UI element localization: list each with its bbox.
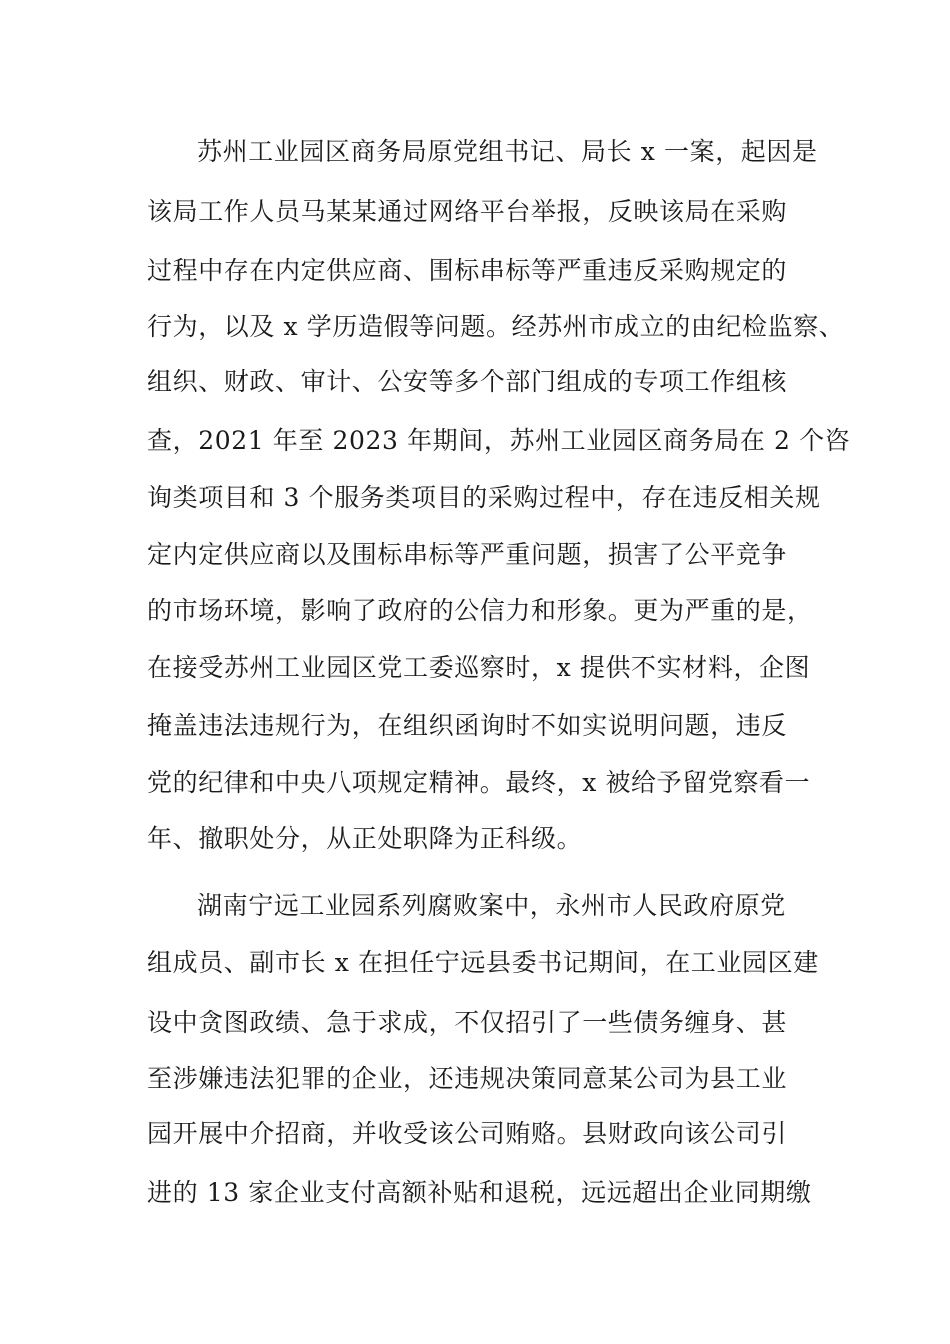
paragraph-line: 至涉嫌违法犯罪的企业，还违规决策同意某公司为县工业: [147, 1064, 788, 1093]
paragraph-line: 该局工作人员马某某通过网络平台举报，反映该局在采购: [147, 197, 788, 226]
paragraph-line: 查，2021 年至 2023 年期间，苏州工业园区商务局在 2 个咨: [147, 426, 851, 455]
paragraph-line: 湖南宁远工业园系列腐败案中，永州市人民政府原党: [197, 891, 786, 920]
paragraph-line: 年、撤职处分，从正处职降为正科级。: [147, 824, 583, 853]
paragraph-line: 在接受苏州工业园区党工委巡察时，x 提供不实材料，企图: [147, 653, 811, 682]
paragraph-line: 园开展中介招商，并收受该公司贿赂。县财政向该公司引: [147, 1119, 788, 1148]
paragraph-line: 定内定供应商以及围标串标等严重问题，损害了公平竞争: [147, 540, 788, 569]
paragraph-line: 过程中存在内定供应商、围标串标等严重违反采购规定的: [147, 256, 788, 285]
paragraph-line: 组成员、副市长 x 在担任宁远县委书记期间，在工业园区建: [147, 948, 819, 977]
paragraph-line: 行为，以及 x 学历造假等问题。经苏州市成立的由纪检监察、: [147, 312, 845, 341]
paragraph-line: 设中贪图政绩、急于求成，不仅招引了一些债务缠身、甚: [147, 1008, 788, 1037]
paragraph-line: 询类项目和 3 个服务类项目的采购过程中，存在违反相关规: [147, 483, 821, 512]
paragraph-line: 的市场环境，影响了政府的公信力和形象。更为严重的是，: [147, 596, 813, 625]
paragraph-line: 组织、财政、审计、公安等多个部门组成的专项工作组核: [147, 367, 788, 396]
paragraph-line: 苏州工业园区商务局原党组书记、局长 x 一案，起因是: [197, 137, 818, 166]
paragraph-line: 党的纪律和中央八项规定精神。最终，x 被给予留党察看一: [147, 768, 811, 797]
paragraph-line: 掩盖违法违规行为，在组织函询时不如实说明问题，违反: [147, 711, 788, 740]
paragraph-line: 进的 13 家企业支付高额补贴和退税，远远超出企业同期缴: [147, 1178, 812, 1207]
